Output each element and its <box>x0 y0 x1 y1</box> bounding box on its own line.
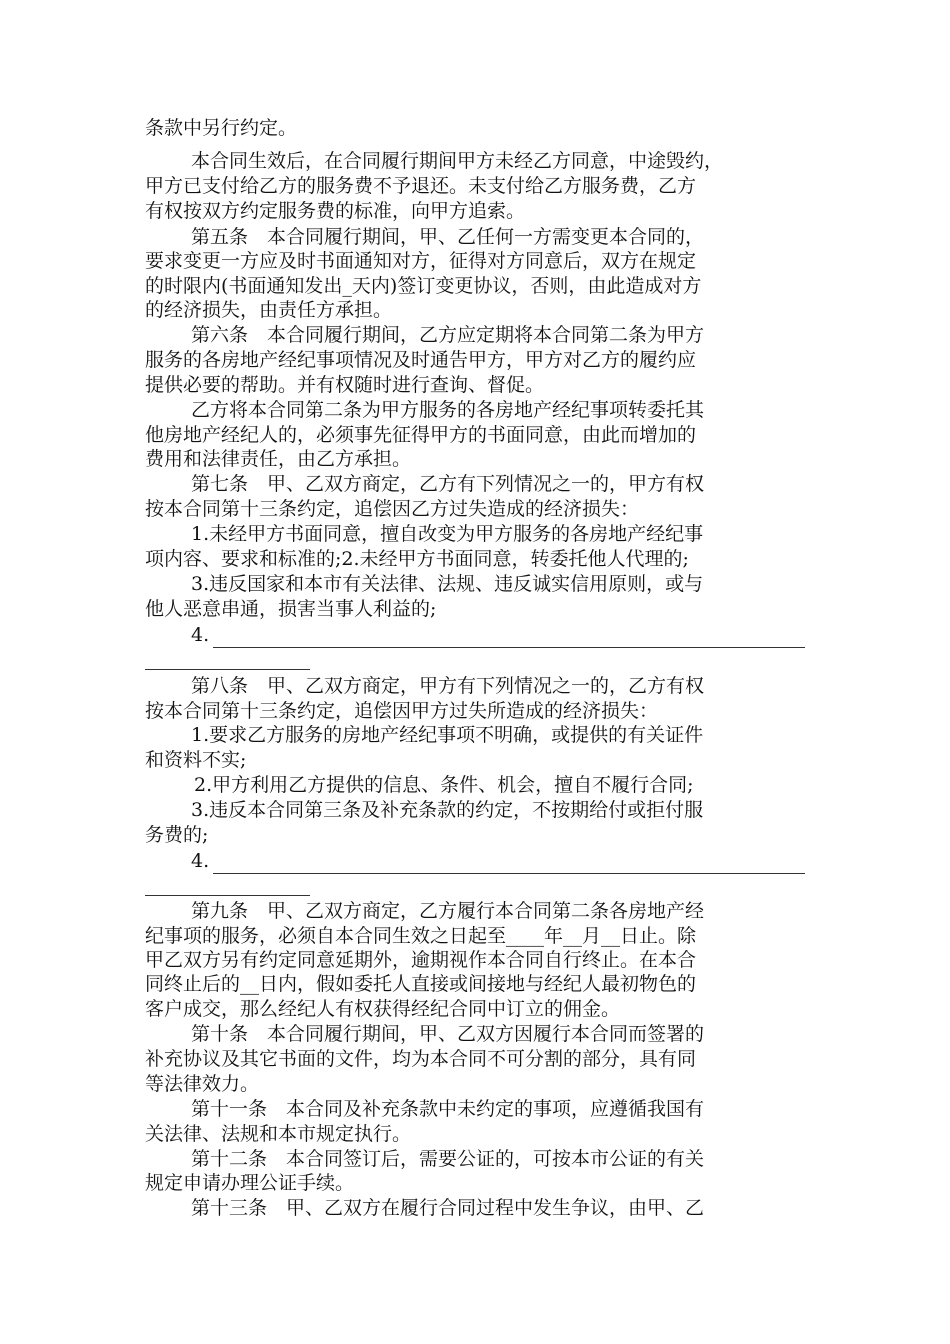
text-line: 1.要求乙方服务的房地产经纪事项不明确，或提供的有关证件 <box>191 724 704 746</box>
text-line: 第八条 甲、乙双方商定，甲方有下列情况之一的，乙方有权 <box>191 675 705 697</box>
text-line: 2.甲方利用乙方提供的信息、条件、机会，擅自不履行合同; <box>194 774 694 796</box>
text-line: 服务的各房地产经纪事项情况及时通告甲方，甲方对乙方的履约应 <box>145 349 697 371</box>
text-line: 按本合同第十三条约定，追偿因甲方过失所造成的经济损失： <box>145 700 659 722</box>
text-line: 补充协议及其它书面的文件，均为本合同不可分割的部分，具有同 <box>145 1048 697 1070</box>
text-line: 要求变更一方应及时书面通知对方，征得对方同意后，双方在规定 <box>145 250 697 272</box>
text-line: 等法律效力。 <box>145 1073 260 1095</box>
fill-in-underline <box>213 873 805 874</box>
text-line: 3.违反本合同第三条及补充条款的约定，不按期给付或拒付服 <box>191 799 704 821</box>
text-line: 第六条 本合同履行期间，乙方应定期将本合同第二条为甲方 <box>191 324 705 346</box>
text-line: 本合同生效后，在合同履行期间甲方未经乙方同意，中途毁约， <box>191 150 724 172</box>
text-line: 纪事项的服务，必须自本合同生效之日起至____年__月__日止。除 <box>145 925 697 947</box>
text-line: 第十一条 本合同及补充条款中未约定的事项，应遵循我国有 <box>191 1098 705 1120</box>
text-line: 和资料不实; <box>145 749 247 771</box>
fill-in-underline <box>213 647 805 648</box>
text-line: 甲乙双方另有约定同意延期外，逾期视作本合同自行终止。在本合 <box>145 949 697 971</box>
text-line: 第十条 本合同履行期间，甲、乙双方因履行本合同而签署的 <box>191 1023 705 1045</box>
text-line: 乙方将本合同第二条为甲方服务的各房地产经纪事项转委托其 <box>191 399 705 421</box>
text-line: 甲方已支付给乙方的服务费不予退还。未支付给乙方服务费，乙方 <box>145 175 697 197</box>
text-line: 第五条 本合同履行期间，甲、乙任何一方需变更本合同的， <box>191 226 705 248</box>
text-line: 第十二条 本合同签订后，需要公证的，可按本市公证的有关 <box>191 1148 705 1170</box>
text-line: 4. <box>191 850 210 872</box>
text-line: 他人恶意串通，损害当事人利益的; <box>145 598 437 620</box>
text-line: 项内容、要求和标准的;2.未经甲方书面同意，转委托他人代理的; <box>145 548 689 570</box>
text-line: 按本合同第十三条约定，追偿因乙方过失造成的经济损失： <box>145 498 640 520</box>
text-line: 关法律、法规和本市规定执行。 <box>145 1123 412 1145</box>
fill-in-underline <box>145 895 310 896</box>
text-line: 费用和法律责任，由乙方承担。 <box>145 448 412 470</box>
text-line: 务费的; <box>145 824 209 846</box>
text-line: 4. <box>191 624 210 646</box>
text-line: 规定申请办理公证手续。 <box>145 1172 355 1194</box>
text-line: 第九条 甲、乙双方商定，乙方履行本合同第二条各房地产经 <box>191 900 705 922</box>
text-line: 客户成交，那么经纪人有权获得经纪合同中订立的佣金。 <box>145 998 621 1020</box>
text-line: 条款中另行约定。 <box>145 117 298 139</box>
text-line: 3.违反国家和本市有关法律、法规、违反诚实信用原则，或与 <box>191 573 704 595</box>
text-line: 1.未经甲方书面同意，擅自改变为甲方服务的各房地产经纪事 <box>191 523 704 545</box>
text-line: 提供必要的帮助。并有权随时进行查询、督促。 <box>145 374 545 396</box>
text-line: 的经济损失，由责任方承担。 <box>145 299 393 321</box>
text-line: 他房地产经纪人的，必须事先征得甲方的书面同意，由此而增加的 <box>145 424 697 446</box>
text-line: 有权按双方约定服务费的标准，向甲方追索。 <box>145 200 526 222</box>
text-line: 同终止后的__日内，假如委托人直接或间接地与经纪人最初物色的 <box>145 973 697 995</box>
text-line: 第十三条 甲、乙双方在履行合同过程中发生争议，由甲、乙 <box>191 1197 705 1219</box>
fill-in-underline <box>145 669 310 670</box>
text-line: 第七条 甲、乙双方商定，乙方有下列情况之一的，甲方有权 <box>191 473 705 495</box>
text-line: 的时限内(书面通知发出_天内)签订变更协议，否则，由此造成对方 <box>145 275 702 297</box>
